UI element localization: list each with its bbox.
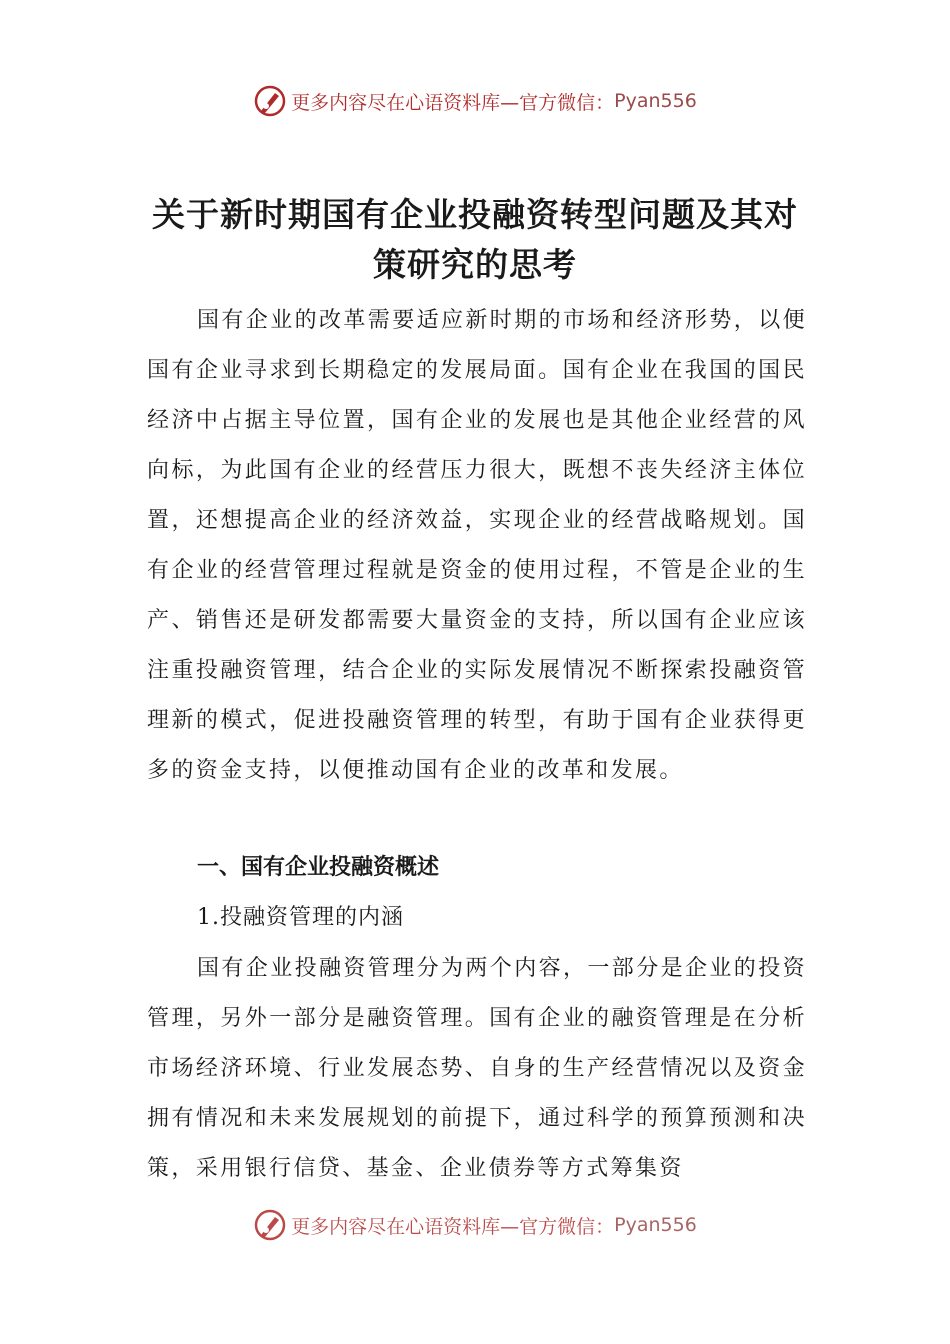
pen-circle-logo-icon [253,1208,287,1242]
watermark-header [0,84,950,118]
watermark-footer [0,1208,950,1242]
watermark-handle: Pyan556 [614,90,697,112]
body-paragraph-2: 国有企业投融资管理分为两个内容，一部分是企业的投资管理，另外一部分是融资管理。国有企业的融资管理是在分析市场经济环境、行业发展态势、自身的生产经营情况以及资金拥有情况和未来发展规划的前提下，通过科学的预算预测和决策，采用银行信贷、基金、企业债券等方式筹集资 [147,956,808,1181]
subsection-heading-1: 1.投融资管理的内涵 [197,905,404,930]
document-title: 关于新时期国有企业投融资转型问题及其对策研究的思考 [152,195,798,284]
section-heading-1: 一、国有企业投融资概述 [197,855,440,880]
pen-circle-logo-icon [253,84,287,118]
watermark-text: 更多内容尽在心语资料库—官方微信： [291,1215,615,1238]
watermark-handle: Pyan556 [614,1214,697,1236]
body-paragraph-1: 国有企业的改革需要适应新时期的市场和经济形势，以便国有企业寻求到长期稳定的发展局面。国有企业在我国的国民经济中占据主导位置，国有企业的发展也是其他企业经营的风向标，为此国有企业的经营压力很大，既想不丧失经济主体位置，还想提高企业的经济效益，实现企业的经营战略规划。国有企业的经营管理过程就是资金的使用过程，不管是企业的生产、销售还是研发都需要大量资金的支持，所以国有企业应该注重投融资管理，结合企业的实际发展情况不断探索投融资管理新的模式，促进投融资管理的转型，有助于国有企业获得更多的资金支持，以便推动国有企业的改革和发展。 [147,308,808,783]
watermark-text: 更多内容尽在心语资料库—官方微信： [291,91,615,114]
